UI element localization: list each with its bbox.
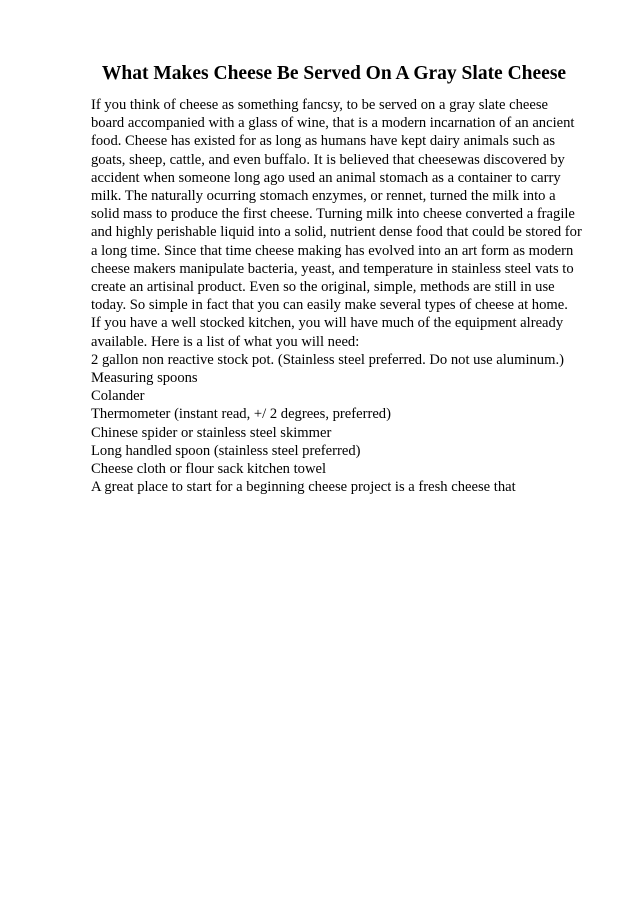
body-line: board accompanied with a glass of wine, that is a modern incarnation of an ancient: [91, 115, 575, 132]
body-line: today. So simple in fact that you can easily make several types of cheese at home.: [91, 297, 568, 314]
list-item: 2 gallon non reactive stock pot. (Stainless steel preferred. Do not use aluminum.): [91, 351, 564, 368]
body-line: create an artisinal product. Even so the original, simple, methods are still in use: [91, 279, 555, 296]
body-line: accident when someone long ago used an animal stomach as a container to carry: [91, 169, 561, 186]
document-title: What Makes Cheese Be Served On A Gray Slate Cheese: [101, 63, 567, 84]
body-line: cheese makers manipulate bacteria, yeast, and temperature in stainless steel vats to: [91, 260, 574, 277]
document-body: [91, 96, 591, 496]
list-item: Colander: [91, 388, 145, 405]
body-line: a long time. Since that time cheese making has evolved into an art form as modern: [91, 242, 574, 259]
body-line: solid mass to produce the first cheese. Turning milk into cheese converted a fragile: [91, 206, 575, 223]
list-item: Measuring spoons: [91, 370, 198, 387]
list-item: Chinese spider or stainless steel skimmer: [91, 424, 332, 441]
body-line: and highly perishable liquid into a solid, nutrient dense food that could be stored for: [91, 224, 582, 241]
list-item: Cheese cloth or flour sack kitchen towel: [91, 461, 327, 478]
body-line: If you think of cheese as something fancsy, to be served on a gray slate cheese: [91, 97, 548, 113]
body-line: food. Cheese has existed for as long as humans have kept dairy animals such as: [91, 133, 556, 150]
body-line: milk. The naturally ocurring stomach enzymes, or rennet, turned the milk into a: [91, 188, 556, 205]
body-line: goats, sheep, cattle, and even buffalo. It is believed that cheesewas discovered by: [91, 151, 565, 168]
body-line: If you have a well stocked kitchen, you will have much of the equipment already: [91, 315, 564, 332]
body-line: available. Here is a list of what you will need:: [91, 333, 360, 350]
body-line: A great place to start for a beginning cheese project is a fresh cheese that: [91, 479, 516, 496]
list-item: Long handled spoon (stainless steel preferred): [91, 442, 361, 459]
list-item: Thermometer (instant read, +/ 2 degrees, preferred): [91, 406, 391, 423]
